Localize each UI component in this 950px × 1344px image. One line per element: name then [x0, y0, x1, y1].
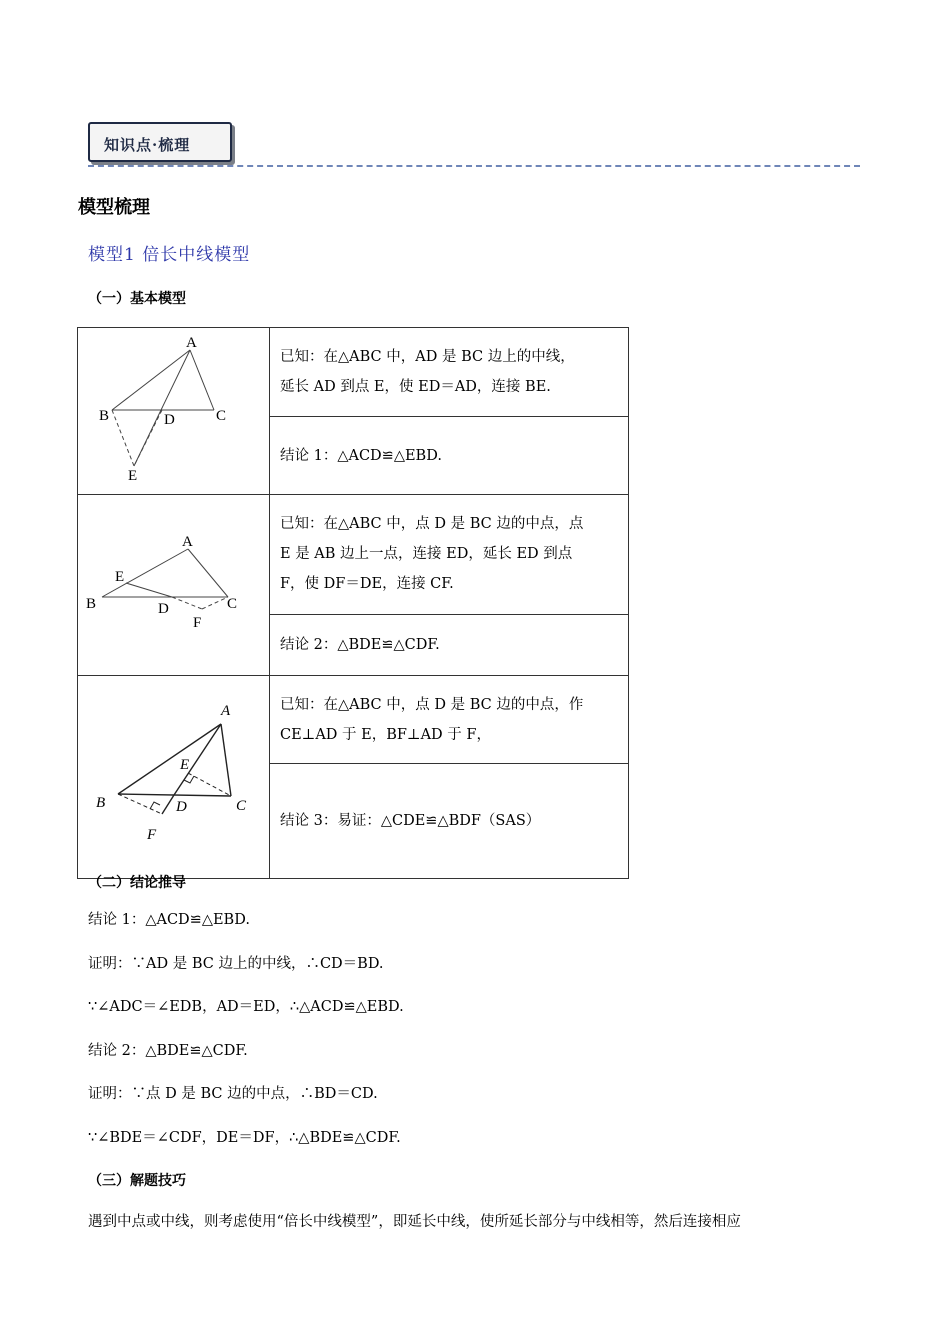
figure-cell-2	[78, 495, 270, 676]
subsection-derivation: （二）结论推导	[88, 875, 186, 891]
figure-3-diagram	[78, 676, 269, 874]
fig3-label-C: C	[236, 798, 247, 814]
fig1-label-D: D	[164, 412, 175, 428]
model-row-3-given	[78, 676, 629, 764]
tips-text: 遇到中点或中线，则考虑使用“倍长中线模型”，即延长中线，使所延长部分与中线相等，然后连接相应	[88, 1214, 741, 1230]
given-cell-1	[270, 328, 629, 417]
figure-cell-3	[78, 676, 270, 879]
fig1-label-B: B	[99, 408, 110, 424]
given-line: 已知：在△ABC 中，点 D 是 BC 边的中点，点	[280, 516, 584, 533]
fig3-label-D: D	[176, 799, 187, 815]
fig2-label-A: A	[182, 534, 193, 550]
derivation-line-3: ∵∠ADC＝∠EDB，AD＝ED，∴△ACD≌△EBD.	[88, 999, 404, 1015]
derivation-line-4: 结论 2：△BDE≌△CDF.	[88, 1043, 248, 1059]
derivation-line-5: 证明：∵点 D 是 BC 边的中点，∴BD＝CD.	[88, 1086, 378, 1102]
figure-2-diagram	[78, 495, 269, 671]
model-row-1-given	[78, 328, 629, 417]
fig3-label-B: B	[96, 795, 106, 811]
derivation-line-1: 结论 1：△ACD≌△EBD.	[88, 912, 250, 928]
given-line: 已知：在△ABC 中，点 D 是 BC 边的中点，作	[280, 696, 584, 713]
models-table	[77, 327, 629, 879]
fig3-label-E: E	[180, 757, 190, 773]
fig1-label-A: A	[186, 335, 197, 351]
fig2-label-D: D	[158, 601, 169, 617]
fig3-label-F: F	[147, 827, 157, 843]
given-line: F，使 DF＝DE，连接 CF.	[280, 576, 454, 593]
section-title: 模型梳理	[78, 197, 150, 218]
fig2-label-E: E	[115, 569, 125, 585]
given-cell-3	[270, 676, 629, 764]
fig2-label-C: C	[227, 596, 238, 612]
section-badge	[88, 122, 232, 162]
fig1-label-C: C	[216, 408, 227, 424]
conclusion-cell-2	[270, 614, 629, 675]
figure-1-diagram	[78, 328, 269, 490]
conclusion-text: 结论 1：△ACD≌△EBD.	[280, 447, 442, 464]
fig1-label-E: E	[128, 468, 138, 484]
header-divider	[88, 165, 860, 167]
subsection-basic-model: （一）基本模型	[88, 291, 186, 307]
derivation-line-2: 证明：∵AD 是 BC 边上的中线，∴CD＝BD.	[88, 956, 384, 972]
fig2-label-F: F	[193, 615, 202, 631]
given-line: E 是 AB 边上一点，连接 ED，延长 ED 到点	[280, 546, 573, 563]
fig3-label-A: A	[221, 703, 231, 719]
badge-label: 知识点·梳理	[104, 136, 191, 154]
fig2-label-B: B	[86, 596, 97, 612]
conclusion-cell-1	[270, 417, 629, 495]
given-line: CE⊥AD 于 E，BF⊥AD 于 F，	[280, 726, 491, 743]
model-title: 模型1 倍长中线模型	[88, 245, 251, 265]
given-line: 已知：在△ABC 中，AD 是 BC 边上的中线，	[280, 349, 575, 366]
conclusion-text: 结论 3：易证：△CDE≌△BDF（SAS）	[280, 813, 541, 830]
model-row-2-given	[78, 495, 629, 615]
figure-cell-1	[78, 328, 270, 495]
conclusion-text: 结论 2：△BDE≌△CDF.	[280, 636, 440, 653]
conclusion-cell-3	[270, 764, 629, 879]
given-cell-2	[270, 495, 629, 615]
derivation-line-6: ∵∠BDE＝∠CDF，DE＝DF，∴△BDE≌△CDF.	[88, 1130, 401, 1146]
given-line: 延长 AD 到点 E，使 ED＝AD，连接 BE.	[280, 379, 551, 396]
subsection-tips: （三）解题技巧	[88, 1173, 186, 1189]
